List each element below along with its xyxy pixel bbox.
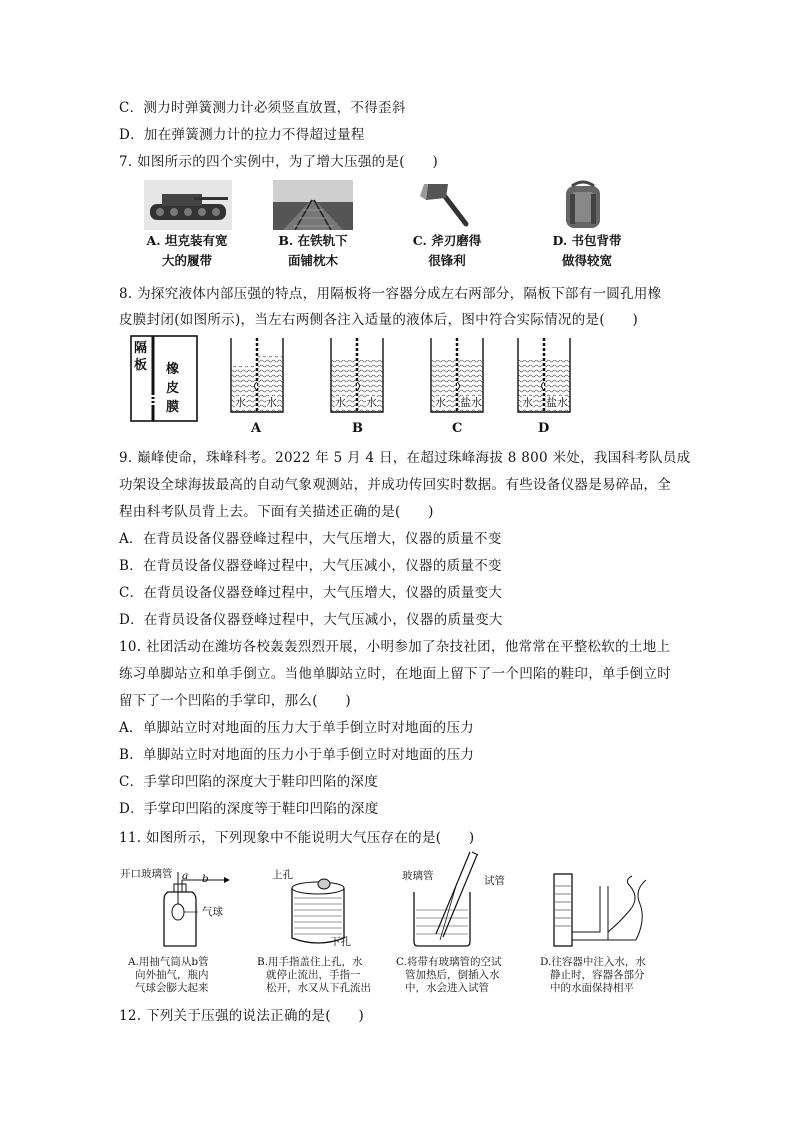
- backpack-photo: [558, 180, 608, 230]
- fig-a-caption-1: A.用抽气筒从b管: [128, 956, 209, 968]
- fig-b-caption-1: B.用手指盖住上孔，水: [257, 956, 363, 968]
- fig-c-caption-2: 管加热后，倒插入水: [405, 969, 500, 981]
- q7-caption-b: B. 在铁轨下 面铺枕木: [278, 233, 348, 268]
- q10-stem-3: 留下了一个凹陷的手掌印，那么( ): [119, 693, 351, 709]
- fig-d-caption-2: 静止时，容器各部分: [550, 969, 645, 981]
- q9-stem-1: 9. 巅峰使命，珠峰科考。2022 年 5 月 4 日，在超过珠峰海拔 8 800 米处，我国科考队员成: [119, 450, 691, 466]
- q8-stem-2: 皮膜封闭(如图所示)，当左右两侧各注入适量的液体后，图中符合实际情况的是( ): [119, 312, 639, 328]
- railway-photo: [273, 180, 353, 230]
- membrane-label-1: 橡: [166, 362, 180, 377]
- q11-stem: 11. 如图所示，下列现象中不能说明大气压存在的是( ): [119, 830, 475, 846]
- membrane-label-3: 膜: [166, 400, 180, 415]
- q8-stem-1: 8. 为探究液体内部压强的特点，用隔板将一容器分成左右两部分，隔板下部有一圆孔用橡: [119, 286, 662, 302]
- fig-b-top-hole-label: 上孔: [272, 869, 293, 881]
- beaker-c-letter: C: [452, 421, 463, 436]
- beaker-d-left-label: 水: [522, 396, 533, 409]
- q7-caption-a: A. 坦克装有宽 大的履带: [146, 233, 228, 268]
- axe-photo: [418, 180, 478, 230]
- beaker-d-right-label: 盐水: [546, 396, 568, 409]
- partition-label: 隔板: [134, 341, 148, 373]
- q7-stem: 7. 如图所示的四个实例中，为了增大压强的是( ): [119, 154, 439, 170]
- beaker-a-letter: A: [251, 421, 262, 436]
- q9-option-b: B．在背员设备仪器登峰过程中，大气压减小，仪器的质量不变: [119, 558, 502, 574]
- fig-a-tube-label: 开口玻璃管: [120, 868, 173, 880]
- q9-option-a: A．在背员设备仪器登峰过程中，大气压增大，仪器的质量不变: [119, 531, 502, 547]
- q10-stem-1: 10. 社团活动在潍坊各校轰轰烈烈开展，小明参加了杂技社团，他常常在平整松软的土地上: [119, 639, 671, 655]
- q10-option-c: C．手掌印凹陷的深度大于鞋印凹陷的深度: [119, 774, 379, 790]
- q7-caption-c: C. 斧刃磨得 很锋利: [412, 233, 482, 268]
- q6-option-d: D．加在弹簧测力计的拉力不得超过量程: [119, 127, 365, 143]
- q10-option-d: D．手掌印凹陷的深度等于鞋印凹陷的深度: [119, 801, 379, 817]
- fig-b-bottom-hole-label: 下孔: [330, 936, 351, 948]
- q10-option-b: B．单脚站立时对地面的压力小于单手倒立时对地面的压力: [119, 747, 475, 763]
- q12-stem: 12. 下列关于压强的说法正确的是( ): [119, 1008, 365, 1024]
- fig-d-caption-1: D.往容器中注入水，水: [540, 956, 646, 968]
- beaker-c-left-label: 水: [435, 396, 446, 409]
- fig-c-caption-1: C.将带有玻璃管的空试: [396, 956, 502, 968]
- fig-c-caption-3: 中，水会进入试管: [405, 982, 489, 994]
- beaker-a-left-label: 水: [235, 396, 246, 409]
- connected-vessels-diagram: [550, 870, 660, 950]
- q9-option-c: C．在背员设备仪器登峰过程中，大气压增大，仪器的质量变大: [119, 585, 503, 601]
- fig-a-a-label: a: [182, 870, 189, 882]
- fig-b-caption-3: 松开，水又从下孔流出: [266, 982, 371, 994]
- q10-option-a: A．单脚站立时对地面的压力大于单手倒立时对地面的压力: [119, 720, 475, 736]
- q6-option-c: C．测力时弹簧测力计必须竖直放置，不得歪斜: [119, 100, 406, 116]
- fig-a-caption-3: 气球会膨大起来: [135, 982, 209, 994]
- fig-a-b-label: b: [202, 873, 209, 885]
- tank-photo: [144, 180, 232, 230]
- fig-c-glass-tube-label: 玻璃管: [402, 870, 434, 882]
- beaker-b-right-label: 水: [366, 396, 377, 409]
- q7-caption-d: D. 书包背带 做得较宽: [552, 233, 622, 268]
- q9-stem-2: 功架设全球海拔最高的自动气象观测站，并成功传回实时数据。有些设备仪器是易碎品，全: [119, 477, 671, 493]
- beaker-c-right-label: 盐水: [460, 396, 482, 409]
- beaker-d-letter: D: [538, 421, 550, 436]
- fig-b-caption-2: 就停止流出，手指一: [266, 969, 361, 981]
- beaker-b-left-label: 水: [335, 396, 346, 409]
- fig-c-test-tube-label: 试管: [484, 875, 505, 887]
- q9-option-d: D．在背员设备仪器登峰过程中，大气压减小，仪器的质量变大: [119, 612, 503, 628]
- q9-stem-3: 程由科考队员背上去。下面有关描述正确的是( ): [119, 504, 434, 520]
- beaker-test-tube-diagram: [410, 850, 490, 950]
- fig-d-caption-3: 中的水面保持相平: [550, 982, 634, 994]
- beaker-a-right-label: 水: [266, 396, 277, 409]
- fig-a-balloon-label: 气球: [202, 906, 223, 918]
- membrane-label-2: 皮: [166, 381, 180, 396]
- q10-stem-2: 练习单脚站立和单手倒立。当他单脚站立时，在地面上留下了一个凹陷的鞋印，单手倒立时: [119, 666, 671, 682]
- fig-a-caption-2: 向外抽气，瓶内: [135, 969, 209, 981]
- beaker-b-letter: B: [352, 421, 363, 436]
